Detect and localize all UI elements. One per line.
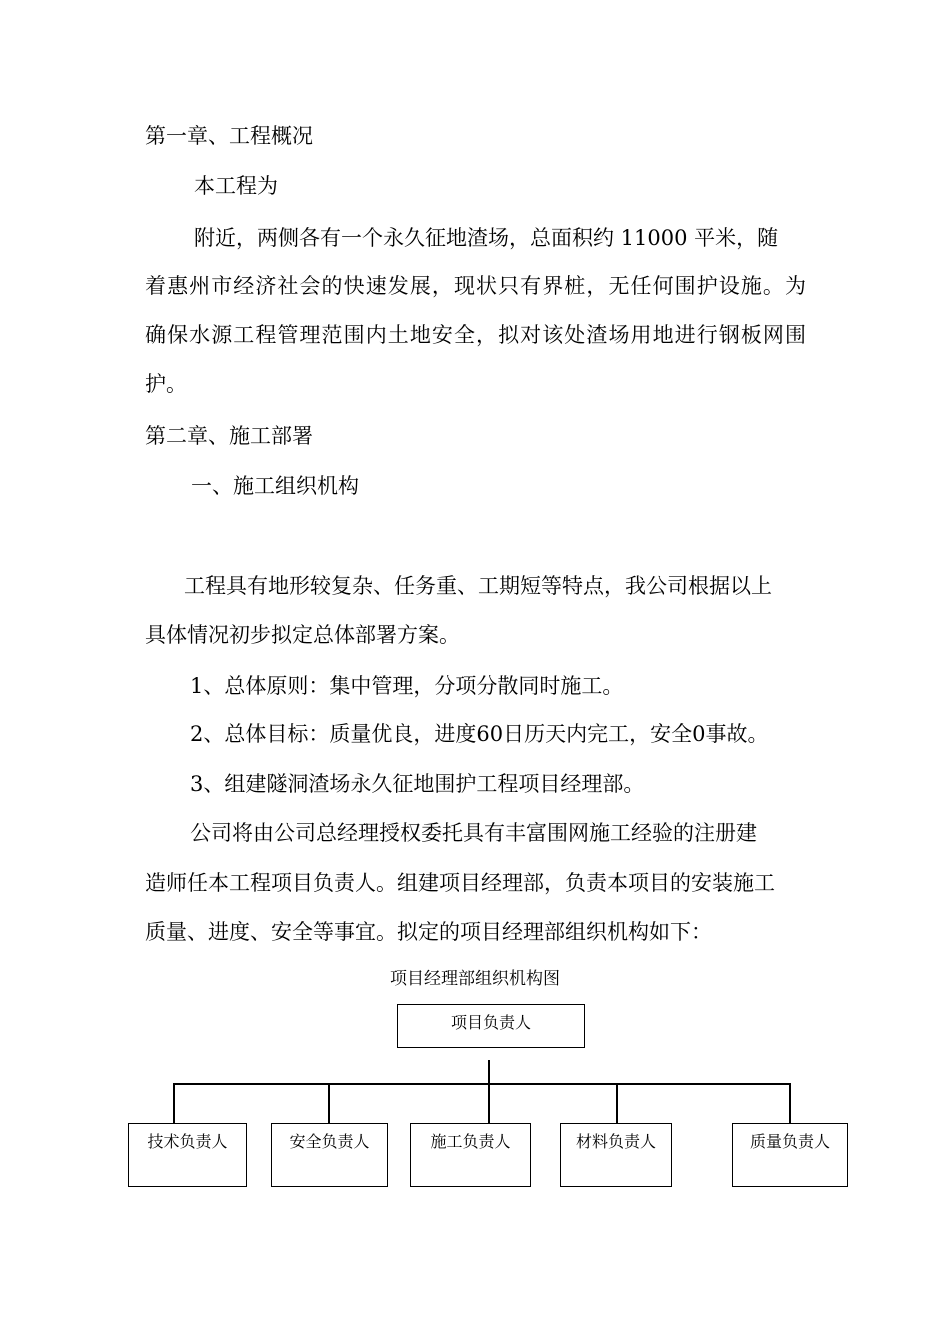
paragraph-line: 工程具有地形较复杂、任务重、工期短等特点，我公司根据以上 [184, 574, 772, 598]
org-root-label: 项目负责人 [450, 1013, 531, 1032]
paragraph-line: 具体情况初步拟定总体部署方案。 [145, 623, 460, 647]
list-item: 1、总体原则：集中管理，分项分散同时施工。 [190, 674, 624, 698]
paragraph-line: 质量、进度、安全等事宜。拟定的项目经理部组织机构如下： [145, 920, 712, 944]
org-child-box [128, 1123, 247, 1187]
org-child-box [271, 1123, 388, 1187]
org-child-label: 安全负责人 [289, 1132, 370, 1151]
org-child-box [732, 1123, 848, 1187]
org-connector [789, 1083, 791, 1123]
paragraph-line: 附近，两侧各有一个永久征地渣场，总面积约 11000 平米，随 [194, 226, 779, 250]
chapter2-heading: 第二章、施工部署 [145, 424, 313, 448]
intro-paragraph: 本工程为 [194, 174, 278, 198]
section1-heading: 一、施工组织机构 [191, 474, 359, 498]
org-child-label: 技术负责人 [147, 1132, 228, 1151]
org-chart-title: 项目经理部组织机构图 [390, 969, 560, 989]
org-root-box [397, 1004, 585, 1048]
org-connector [173, 1083, 175, 1123]
org-child-label: 质量负责人 [749, 1132, 830, 1151]
paragraph-line: 公司将由公司总经理授权委托具有丰富围网施工经验的注册建 [190, 821, 757, 845]
org-connector [616, 1083, 618, 1123]
org-child-label: 材料负责人 [575, 1132, 656, 1151]
paragraph-line: 确保水源工程管理范围内土地安全，拟对该处渣场用地进行钢板网围 [145, 323, 806, 347]
paragraph-line: 造师任本工程项目负责人。组建项目经理部，负责本项目的安装施工 [145, 871, 775, 895]
org-connector [488, 1083, 490, 1123]
org-connector [488, 1060, 490, 1084]
paragraph-line: 着惠州市经济社会的快速发展，现状只有界桩，无任何围护设施。为 [145, 274, 806, 298]
list-item: 2、总体目标：质量优良，进度60日历天内完工，安全0事故。 [190, 722, 769, 746]
org-child-label: 施工负责人 [430, 1132, 511, 1151]
org-child-box [560, 1123, 672, 1187]
paragraph-line: 护。 [145, 372, 187, 396]
org-child-box [410, 1123, 531, 1187]
org-connector [328, 1083, 330, 1123]
chapter1-heading: 第一章、工程概况 [145, 124, 313, 148]
list-item: 3、组建隧洞渣场永久征地围护工程项目经理部。 [190, 772, 645, 796]
org-connector [173, 1083, 791, 1085]
